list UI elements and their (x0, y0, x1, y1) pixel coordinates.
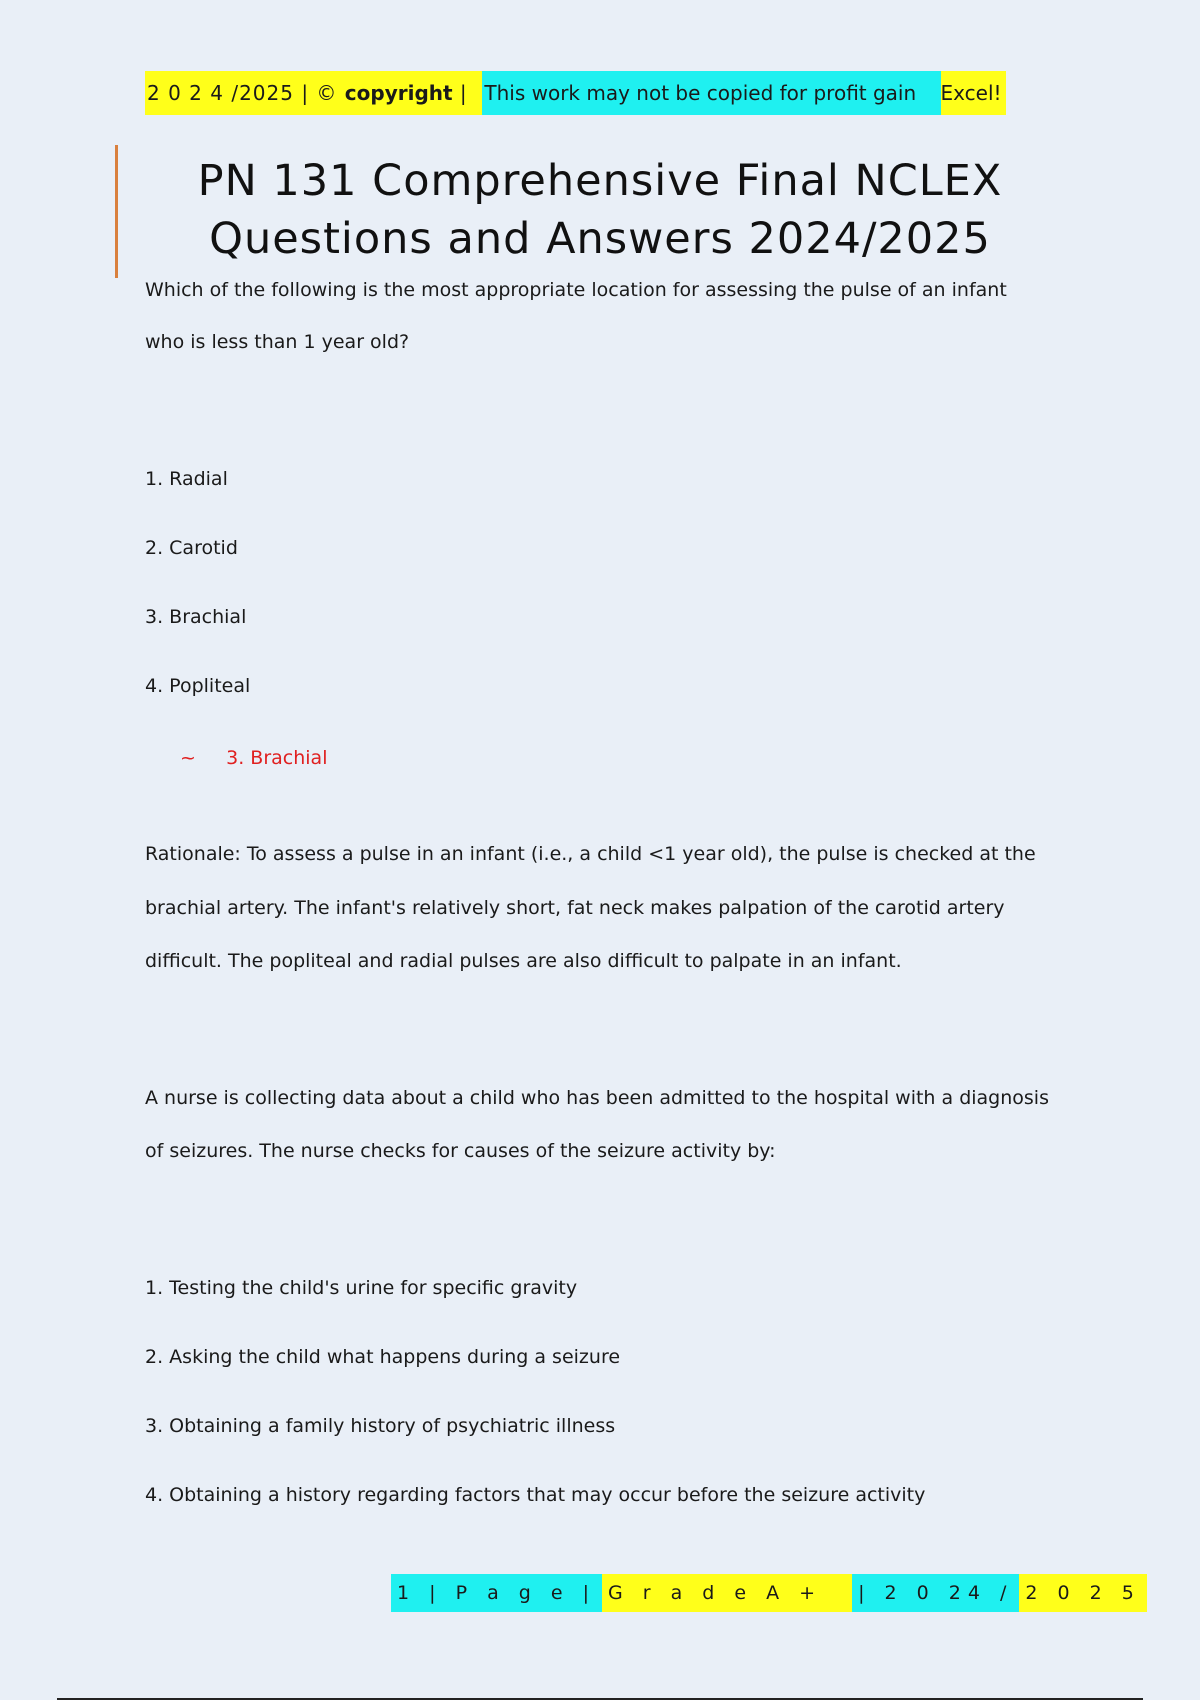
q1-option-4: 4. Popliteal (145, 675, 251, 697)
page-footer (391, 1574, 1147, 1612)
q1-option-1: 1. Radial (145, 468, 228, 490)
q2-stem-line-1: A nurse is collecting data about a child who has been admitted to the hospital with a diagnosis (145, 1087, 1049, 1109)
q1-answer (180, 747, 327, 769)
title-accent-bar (115, 145, 118, 278)
q1-rationale-line-3: difficult. The popliteal and radial pulses are also difficult to palpate in an infant. (145, 950, 902, 972)
q1-stem-line-1: Which of the following is the most appropriate location for assessing the pulse of an infant (145, 279, 1007, 301)
q1-rationale-line-1: Rationale: To assess a pulse in an infant (i.e., a child <1 year old), the pulse is checked at the (145, 843, 1036, 865)
q1-option-3: 3. Brachial (145, 606, 247, 628)
q2-option-3: 3. Obtaining a family history of psychiatric illness (145, 1415, 616, 1437)
answer-text: 3. Brachial (226, 747, 328, 769)
footer-grade: G r a d e A + (607, 1582, 823, 1604)
header-copyright-word: copyright (344, 81, 453, 105)
footer-page: 1 | P a g e | (397, 1582, 596, 1604)
header-notice: This work may not be copied for profit gain (484, 81, 923, 105)
page-title (140, 152, 1060, 268)
footer-year-a: | 2 0 24 / (858, 1582, 1014, 1604)
header-notice-segment (482, 71, 940, 115)
answer-marker: ~ (180, 747, 196, 769)
q2-option-1: 1. Testing the child's urine for specific gravity (145, 1277, 578, 1299)
q1-stem-line-2: who is less than 1 year old? (145, 331, 410, 353)
footer-year-a-segment (852, 1574, 1019, 1612)
footer-grade-segment (602, 1574, 852, 1612)
footer-year-b: 2 0 2 5 (1025, 1582, 1141, 1604)
q2-stem-line-2: of seizures. The nurse checks for causes of the seizure activity by: (145, 1140, 776, 1162)
q1-rationale-line-2: brachial artery. The infant's relatively short, fat neck makes palpation of the carotid artery (145, 897, 1005, 919)
q2-option-4: 4. Obtaining a history regarding factors that may occur before the seizure activity (145, 1484, 926, 1506)
header-excel: Excel! (940, 81, 1002, 105)
title-line-2: Questions and Answers 2024/2025 (209, 214, 991, 264)
q2-option-2: 2. Asking the child what happens during a seizure (145, 1346, 621, 1368)
title-line-1: PN 131 Comprehensive Final NCLEX (197, 156, 1003, 206)
header-excel-segment (941, 71, 1006, 115)
footer-page-segment (391, 1574, 602, 1612)
footer-year-b-segment (1019, 1574, 1146, 1612)
q1-option-2: 2. Carotid (145, 537, 238, 559)
header-separator: | (452, 81, 483, 105)
header-copyright-segment (145, 71, 482, 115)
header-year-copyright: 2 0 2 4 /2025 | © (147, 81, 345, 105)
header-banner (145, 71, 1006, 115)
